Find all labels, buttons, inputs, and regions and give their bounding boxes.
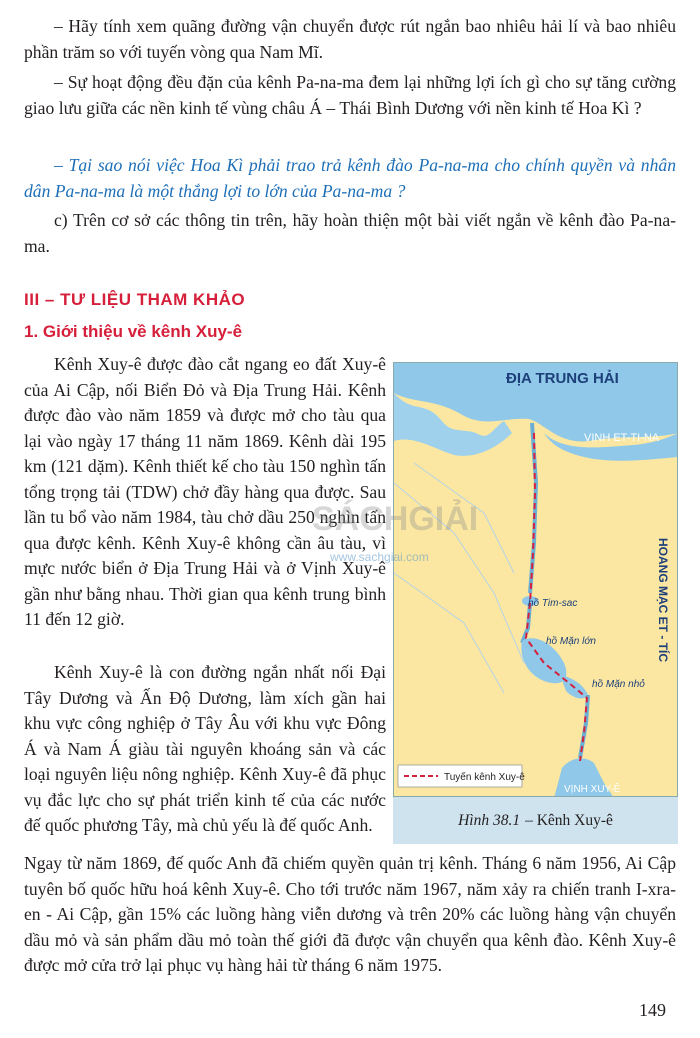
caption-label: Hình 38.1 — [458, 811, 521, 829]
question-victory: – Tại sao nói việc Hoa Kì phải trao trả kênh đào Pa-na-ma cho chính quyền và nhân dân Pa-na-ma là một thắng lợi to lớn của Pa-na-ma ? — [24, 155, 676, 201]
legend-route-label: Tuyến kênh Xuy-ê — [444, 772, 525, 783]
suez-canal-map — [393, 362, 678, 797]
label-lake-timsah: hồ Tim-sac — [528, 598, 578, 609]
watermark-brand: SÁCHGIẢI — [312, 500, 479, 538]
question-benefits: – Sự hoạt động đều đặn của kênh Pa-na-ma đem lại những lợi ích gì cho sự tăng cường giao lưu giữa các nền kinh tế vùng châu Á – Thái Bình Dương với nền kinh tế Hoa Kì ? — [24, 72, 676, 118]
sub-heading: 1. Giới thiệu về kênh Xuy-ê — [24, 322, 243, 341]
label-gulf-suez: VỊNH XUY-Ê — [564, 784, 621, 795]
page-number: 149 — [639, 1000, 666, 1020]
section-heading: III – TƯ LIỆU THAM KHẢO — [24, 290, 246, 309]
watermark-url: www.sachgiai.com — [330, 550, 429, 564]
question-distance: – Hãy tính xem quãng đường vận chuyển được rút ngắn bao nhiêu hải lí và bao nhiêu phần trăm so với tuyến vòng qua Nam Mĩ. — [24, 16, 676, 62]
label-gulf-ettina: VỊNH ET-TI-NA — [584, 432, 660, 444]
label-little-bitter-lake: hồ Mặn nhỏ — [592, 679, 645, 690]
suez-canal-figure — [393, 362, 678, 844]
map-legend — [398, 765, 525, 787]
map-graphic — [394, 363, 678, 797]
task-essay: c) Trên cơ sở các thông tin trên, hãy hoàn thiện một bài viết ngắn về kênh đào Pa-na-ma. — [24, 210, 676, 256]
label-mediterranean: ĐỊA TRUNG HẢI — [506, 370, 619, 387]
body-paragraph-history: Ngay từ năm 1869, đế quốc Anh đã chiếm quyền quản trị kênh. Tháng 6 năm 1956, Ai Cập tuyên bố quốc hữu hoá kênh Xuy-ê. Cho tới trước năm 1967, năm xảy ra chiến tranh I-xra-en - Ai Cập, gần 15% các luồng hàng viễn dương và trên 20% các luồng hàng vận chuyển dầu mỏ và sản phẩm dầu mỏ toàn thế giới đã được vận chuyển qua kênh đào. Kênh Xuy-ê được mở cửa trở lại phục vụ hàng hải từ tháng 6 năm 1975. — [24, 853, 676, 975]
body-paragraph-route: Kênh Xuy-ê là con đường ngắn nhất nối Đại Tây Dương và Ấn Độ Dương, làm xích gần hai khu vực công nghiệp ở Tây Âu với khu vực Đông Á và Nam Á giàu tài nguyên khoáng sản và các loại nguyên liệu nông nghiệp. Kênh Xuy-ê đã phục vụ đắc lực cho sự phát triển kinh tế của các nước đế quốc phương Tây, mà chủ yếu là đế quốc Anh. — [24, 662, 386, 835]
label-desert: HOANG MẠC ET - TÍC — [656, 538, 670, 662]
label-great-bitter-lake: hồ Mặn lớn — [546, 636, 596, 647]
caption-text: – Kênh Xuy-ê — [525, 811, 613, 829]
figure-caption — [393, 797, 678, 844]
body-paragraph-intro: Kênh Xuy-ê được đào cắt ngang eo đất Xuy-ê của Ai Cập, nối Biển Đỏ và Địa Trung Hải. Kênh được đào vào năm 1859 và được mở cho tàu qua lại vào ngày 17 tháng 11 năm 1869. Kênh dài 195 km (121 dặm). Kênh thiết kế cho tàu 150 nghìn tấn tổng trọng tải (TDW) chở đầy hàng qua được. Sau lần tu bổ vào năm 1984, tàu chở dầu 250 nghìn tấn qua được kênh. Kênh Xuy-ê không cần âu tàu, vì mực nước biển ở Địa Trung Hải và ở Vịnh Xuy-ê gần như bằng nhau. Thời gian qua kênh trung bình 11 đến 12 giờ. — [24, 354, 386, 629]
